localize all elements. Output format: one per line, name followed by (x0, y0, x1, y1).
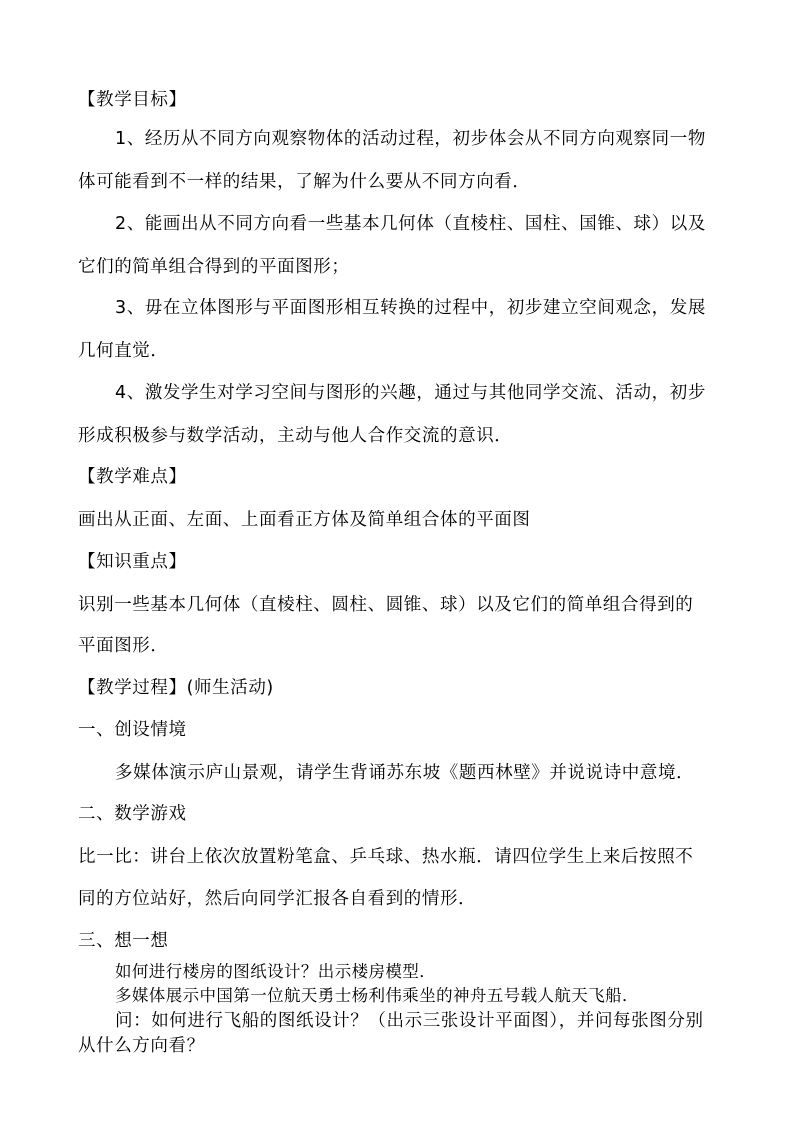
section-1-text: 多媒体演示庐山景观，请学生背诵苏东坡《题西林壁》并说说诗中意境． (115, 763, 695, 783)
heading-teaching-goals: 【教学目标】 (78, 90, 187, 110)
goal-3-line-2: 几何直觉． (78, 341, 169, 361)
heading-teaching-process: 【教学过程】(师生活动) (78, 678, 274, 698)
section-3-line-4: 从什么方向看？ (78, 1036, 205, 1056)
goal-3-line-1: 3、毋在立体图形与平面图形相互转换的过程中，初步建立空间观念，发展 (115, 298, 706, 318)
goal-2-line-1: 2、能画出从不同方向看一些基本几何体（直棱柱、国柱、国锥、球）以及 (115, 214, 706, 234)
section-3-line-1: 如何进行楼房的图纸设计？出示楼房模型． (115, 962, 437, 981)
section-2-title: 二、数学游戏 (78, 804, 187, 824)
heading-key-points: 【知识重点】 (78, 552, 187, 572)
section-3-line-2: 多媒体展示中国第一位航天勇士杨利伟乘坐的神舟五号载人航天飞船． (115, 986, 639, 1005)
section-2-line-1: 比一比：讲台上依次放置粉笔盒、乒乓球、热水瓶．请四位学生上来后按照不 (78, 847, 694, 867)
goal-4-line-2: 形成积极参与数学活动，主动与他人合作交流的意识． (78, 426, 513, 446)
section-1-title: 一、创设情境 (78, 720, 187, 740)
key-points-line-2: 平面图形． (78, 636, 169, 656)
goal-1-line-1: 1、经历从不同方向观察物体的活动过程，初步体会从不同方向观察同一物 (115, 129, 706, 149)
section-2-line-2: 同的方位站好，然后向同学汇报各自看到的情形． (78, 889, 477, 909)
difficulty-text: 画出从正面、左面、上面看正方体及简单组合体的平面图 (78, 510, 531, 530)
goal-1-line-2: 体可能看到不一样的结果，了解为什么要从不同方向看． (78, 172, 531, 192)
key-points-line-1: 识别一些基本几何体（直棱柱、圆柱、圆锥、球）以及它们的简单组合得到的 (78, 595, 694, 615)
section-3-line-3: 问：如何进行飞船的图纸设计？（出示三张设计平面图），并问每张图分别 (115, 1011, 704, 1031)
goal-2-line-2: 它们的简单组合得到的平面图形； (78, 257, 350, 277)
heading-teaching-difficulty: 【教学难点】 (78, 467, 187, 487)
goal-4-line-1: 4、激发学生对学习空间与图形的兴趣，通过与其他同学交流、活动，初步 (115, 383, 706, 403)
section-3-title: 三、想一想 (78, 931, 169, 951)
